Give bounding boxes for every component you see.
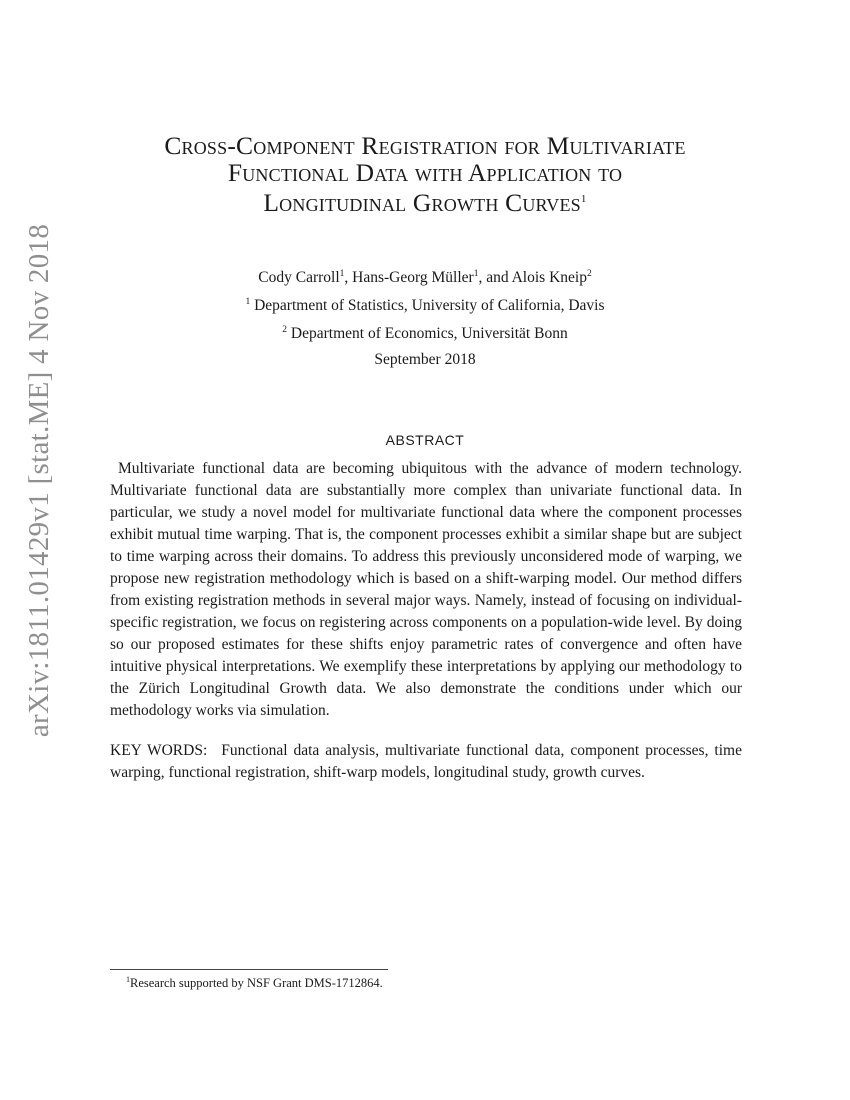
keywords-paragraph <box>110 740 742 784</box>
footnote-divider <box>110 969 388 970</box>
footnote <box>126 975 726 991</box>
arxiv-side-stamp <box>14 140 66 820</box>
affiliation-2-text: Department of Economics, Universität Bonn <box>287 325 568 342</box>
keywords-label: KEY WORDS: <box>110 742 208 759</box>
author-1: Cody Carroll <box>258 269 340 286</box>
publication-date: September 2018 <box>374 351 476 368</box>
author-3-mark: 2 <box>586 269 592 279</box>
abstract-body: Multivariate functional data are becoming ubiquitous with the advance of modern technology. Multivariate functional data are substantially more complex than univariate functional data. In particular, we study a novel model for multivariate functional data where the component processes exhibit mutual time warping. That is, the component processes exhibit a similar shape but are subject to time warping across their domains. To address this previously unconsidered mode of warping, we propose new registration methodology which is based on a shift-warping model. Our method differs from existing registration methods in several major ways. Namely, instead of focusing on individual-specific registration, we focus on registering across components on a population-wide level. By doing so our proposed estimates for these shifts enjoy parametric rates of convergence and often have intuitive physical interpretations. We exemplify these interpretations by applying our methodology to the Zürich Longitudinal Growth data. We also demonstrate the conditions under which our methodology works via simulation. <box>110 460 742 719</box>
author-3: , and Alois Kneip <box>478 269 587 286</box>
author-names <box>95 262 755 290</box>
title-line-3-text: Longitudinal Growth Curves <box>263 188 581 217</box>
abstract-heading: ABSTRACT <box>385 432 465 448</box>
author-2: , Hans-Georg Müller <box>344 269 474 286</box>
title-line-3 <box>95 186 755 216</box>
affiliation-2-mark: 2 <box>282 325 288 335</box>
footnote-mark: 1 <box>126 975 130 984</box>
paper-title <box>95 132 755 216</box>
author-block <box>95 262 755 346</box>
title-line-1: Cross-Component Registration for Multivariate <box>164 131 686 160</box>
affiliation-1-mark: 1 <box>245 297 251 307</box>
footnote-text: Research supported by NSF Grant DMS-1712864. <box>130 976 383 990</box>
title-footnote-mark: 1 <box>580 193 587 205</box>
affiliation-1 <box>95 290 755 318</box>
title-line-2: Functional Data with Application to <box>227 158 623 187</box>
affiliation-2 <box>95 318 755 346</box>
arxiv-identifier: arXiv:1811.01429v1 [stat.ME] 4 Nov 2018 <box>23 223 56 737</box>
author-1-mark: 1 <box>339 269 345 279</box>
affiliation-1-text: Department of Statistics, University of California, Davis <box>250 297 605 314</box>
author-2-mark: 1 <box>473 269 479 279</box>
keywords-text: Functional data analysis, multivariate functional data, component processes, time warping, functional registration, shift-warp models, longitudinal study, growth curves. <box>110 742 742 781</box>
